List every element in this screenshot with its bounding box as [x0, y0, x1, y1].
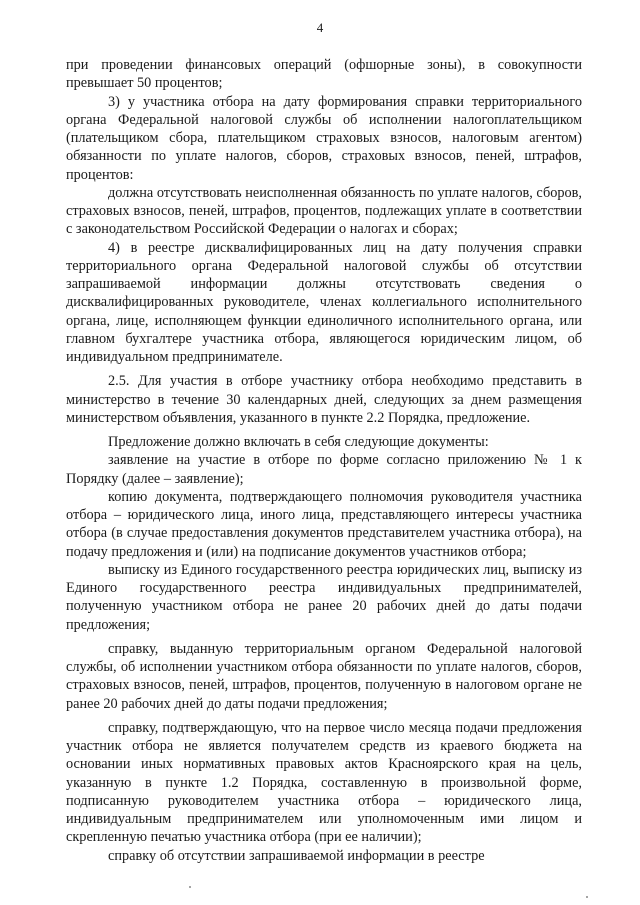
document-body — [66, 56, 582, 865]
paragraph-tax-certificate: справку, выданную территориальным органом Федеральной налоговой службы, об исполнении участником отбора обязанности по уплате налогов, сборов, страховых взносов, пеней, штрафов, процентов, полученную в налоговом органе не ранее 20 рабочих дней до даты подачи предложения; — [66, 640, 582, 712]
paragraph-budget-certificate: справку, подтверждающую, что на первое число месяца подачи предложения участник отбора не является получателем средств из краевого бюджета на основании иных нормативных правовых актов Красноярского края на цель, указанную в пункте 1.2 Порядка, составленную в произвольной форме, подписанную руководителем участника отбора – юридического лица, индивидуальным предпринимателем или уполномоченным ими лицом и скрепленную печатью участника отбора (при ее наличии); — [66, 719, 582, 846]
scan-speck — [586, 896, 588, 898]
paragraph-application: заявление на участие в отборе по форме согласно приложению № 1 к Порядку (далее – заявление); — [66, 452, 582, 487]
paragraph-no-tax-debt: должна отсутствовать неисполненная обязанность по уплате налогов, сборов, страховых взносов, пеней, штрафов, процентов, подлежащих уплате в соответствии с законодательством Российской Федерации о налогах и сборах; — [66, 184, 582, 238]
scan-speck — [189, 886, 191, 888]
paragraph-registry-extract: выписку из Единого государственного реестра юридических лиц, выписку из Единого государственного реестра индивидуальных предпринимателей, полученную участником отбора не ранее 20 рабочих дней до даты подачи предложения; — [66, 561, 582, 633]
paragraph-documents-intro: Предложение должно включать в себя следующие документы: — [108, 434, 489, 450]
paragraph-item-3: 3) у участника отбора на дату формирования справки территориального органа Федеральной налоговой службы об исполнении налогоплательщиком (плательщиком сбора, плательщиком страховых взносов, налоговым агентом) обязанности по уплате налогов, сборов, страховых взносов, пеней, штрафов, процентов: — [66, 93, 582, 183]
paragraph-offshore-continuation: при проведении финансовых операций (офшорные зоны), в совокупности превышает 50 процентов; — [66, 57, 582, 92]
paragraph-authority-copy: копию документа, подтверждающего полномочия руководителя участника отбора – юридического лица, иного лица, представляющего интересы участника отбора (в случае предоставления документов представителем участника отбора), на подачу предложения и (или) на подписание документов участников отбора; — [66, 488, 582, 560]
page-number: 4 — [316, 20, 324, 35]
paragraph-item-4: 4) в реестре дисквалифицированных лиц на дату получения справки территориального органа Федеральной налоговой службы об отсутствии запрашиваемой информации должны отсутствовать сведения о дисквалифицированных руководителе, членах коллегиального исполнительного органа, лице, исполняющем функции единоличного исполнительного органа, или главном бухгалтере участника отбора, являющегося юридическим лицом, об индивидуальном предпринимателе. — [66, 239, 582, 365]
paragraph-section-2-5: 2.5. Для участия в отборе участнику отбора необходимо представить в министерство в течение 30 календарных дней, следующих за днем размещения министерством объявления, указанного в пункте 2.2 Порядка, предложение. — [66, 373, 582, 426]
paragraph-absence-certificate: справку об отсутствии запрашиваемой информации в реестре — [108, 847, 485, 864]
